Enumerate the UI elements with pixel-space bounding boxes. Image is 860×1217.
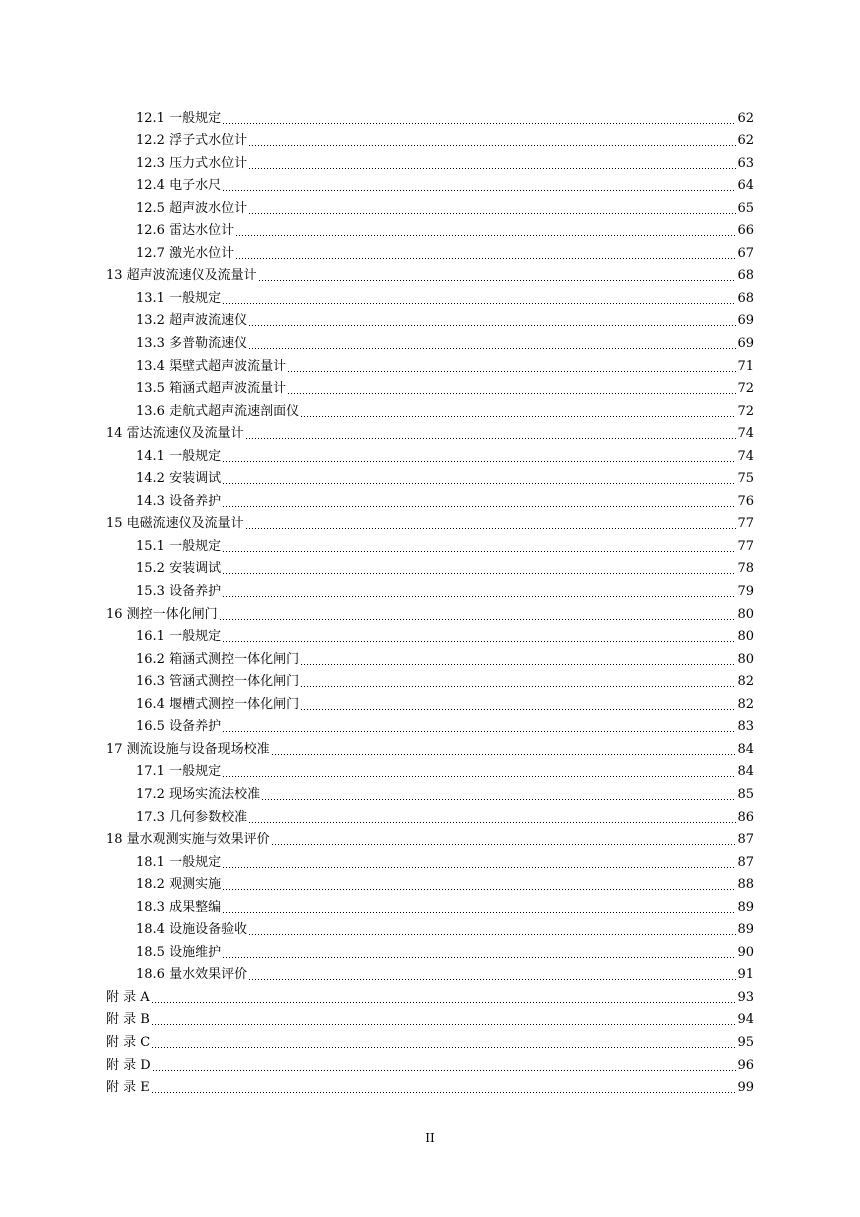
toc-entry-page: 68 bbox=[737, 268, 754, 284]
toc-entry-label: 17 测流设施与设备现场校准 bbox=[106, 741, 270, 757]
toc-entry-label: 17.3 几何参数校准 bbox=[136, 809, 248, 825]
toc-entry-page: 67 bbox=[737, 245, 754, 261]
toc-entry[interactable] bbox=[106, 104, 754, 127]
toc-entry-label: 附 录 E bbox=[106, 1080, 150, 1096]
toc-leader-dots bbox=[300, 664, 736, 665]
toc-entry-label: 12.6 雷达水位计 bbox=[136, 223, 235, 239]
toc-entry[interactable] bbox=[106, 307, 754, 330]
toc-entry-label: 附 录 D bbox=[106, 1057, 151, 1073]
toc-entry[interactable] bbox=[106, 510, 754, 533]
toc-entry[interactable] bbox=[106, 623, 754, 646]
toc-entry-label: 15.3 设备养护 bbox=[136, 584, 222, 600]
toc-entry[interactable] bbox=[106, 1074, 754, 1097]
toc-entry-label: 16.4 堰槽式测控一体化闸门 bbox=[136, 696, 300, 712]
toc-entry-label: 18.5 设施维护 bbox=[136, 944, 222, 960]
toc-leader-dots bbox=[222, 731, 736, 732]
toc-leader-dots bbox=[245, 528, 737, 529]
toc-entry-page: 74 bbox=[737, 448, 754, 464]
toc-leader-dots bbox=[248, 822, 736, 823]
toc-leader-dots bbox=[248, 325, 736, 326]
toc-entry-label: 18 量水观测实施与效果评价 bbox=[106, 832, 270, 848]
toc-entry-label: 附 录 A bbox=[106, 989, 150, 1005]
toc-entry[interactable] bbox=[106, 217, 754, 240]
toc-leader-dots bbox=[151, 1047, 736, 1048]
toc-entry-label: 13.6 走航式超声流速剖面仪 bbox=[136, 403, 300, 419]
toc-entry-label: 13.5 箱涵式超声波流量计 bbox=[136, 381, 287, 397]
toc-entry-page: 89 bbox=[737, 899, 754, 915]
toc-entry-label: 附 录 C bbox=[106, 1034, 151, 1050]
toc-leader-dots bbox=[222, 776, 736, 777]
toc-entry[interactable] bbox=[106, 397, 754, 420]
toc-entry-page: 88 bbox=[737, 877, 754, 893]
toc-entry-page: 87 bbox=[737, 854, 754, 870]
toc-entry-page: 65 bbox=[737, 200, 754, 216]
toc-entry-page: 71 bbox=[737, 358, 754, 374]
toc-leader-dots bbox=[287, 393, 736, 394]
toc-leader-dots bbox=[248, 979, 736, 980]
toc-leader-dots bbox=[300, 709, 736, 710]
toc-entry-label: 12.7 激光水位计 bbox=[136, 245, 235, 261]
toc-entry-label: 12.4 电子水尺 bbox=[136, 178, 222, 194]
toc-leader-dots bbox=[271, 844, 737, 845]
toc-entry-page: 68 bbox=[737, 290, 754, 306]
toc-entry-label: 18.2 观测实施 bbox=[136, 877, 222, 893]
toc-entry[interactable] bbox=[106, 1006, 754, 1029]
toc-entry[interactable] bbox=[106, 803, 754, 826]
toc-entry-label: 12.5 超声波水位计 bbox=[136, 200, 248, 216]
toc-entry-label: 14.3 设备养护 bbox=[136, 493, 222, 509]
toc-entry[interactable] bbox=[106, 284, 754, 307]
toc-entry-label: 16.3 管涵式测控一体化闸门 bbox=[136, 674, 300, 690]
toc-leader-dots bbox=[222, 303, 736, 304]
toc-entry[interactable] bbox=[106, 735, 754, 758]
toc-leader-dots bbox=[300, 416, 736, 417]
toc-entry[interactable] bbox=[106, 690, 754, 713]
toc-entry[interactable] bbox=[106, 961, 754, 984]
toc-entry-page: 80 bbox=[737, 651, 754, 667]
toc-leader-dots bbox=[248, 934, 736, 935]
toc-entry-page: 87 bbox=[737, 832, 754, 848]
toc-leader-dots bbox=[222, 573, 736, 574]
toc-entry[interactable] bbox=[106, 871, 754, 894]
toc-leader-dots bbox=[222, 190, 736, 191]
toc-entry-page: 80 bbox=[737, 606, 754, 622]
toc-entry[interactable] bbox=[106, 172, 754, 195]
toc-leader-dots bbox=[219, 619, 737, 620]
toc-entry[interactable] bbox=[106, 577, 754, 600]
toc-leader-dots bbox=[222, 889, 736, 890]
toc-entry-label: 18.1 一般规定 bbox=[136, 854, 222, 870]
toc-entry-label: 13.1 一般规定 bbox=[136, 290, 222, 306]
toc-entry[interactable] bbox=[106, 713, 754, 736]
toc-leader-dots bbox=[248, 168, 736, 169]
toc-entry[interactable] bbox=[106, 826, 754, 849]
toc-leader-dots bbox=[258, 280, 737, 281]
toc-entry[interactable] bbox=[106, 893, 754, 916]
toc-entry-page: 79 bbox=[737, 584, 754, 600]
toc-leader-dots bbox=[248, 145, 736, 146]
toc-entry[interactable] bbox=[106, 1028, 754, 1051]
toc-entry[interactable] bbox=[106, 758, 754, 781]
toc-leader-dots bbox=[222, 461, 736, 462]
toc-entry-page: 91 bbox=[737, 967, 754, 983]
toc-entry-page: 63 bbox=[737, 155, 754, 171]
toc-leader-dots bbox=[248, 348, 736, 349]
toc-entry[interactable] bbox=[106, 848, 754, 871]
toc-entry-label: 18.4 设施设备验收 bbox=[136, 922, 248, 938]
toc-entry-label: 17.2 现场实流法校准 bbox=[136, 786, 261, 802]
toc-entry-page: 64 bbox=[737, 178, 754, 194]
toc-leader-dots bbox=[287, 371, 736, 372]
toc-entry-page: 75 bbox=[737, 471, 754, 487]
toc-entry-page: 66 bbox=[737, 223, 754, 239]
toc-entry[interactable] bbox=[106, 352, 754, 375]
toc-leader-dots bbox=[222, 483, 736, 484]
toc-entry[interactable] bbox=[106, 780, 754, 803]
toc-entry-page: 76 bbox=[737, 493, 754, 509]
toc-entry-label: 13.2 超声波流速仪 bbox=[136, 313, 248, 329]
toc-entry-page: 80 bbox=[737, 629, 754, 645]
toc-entry-label: 13.3 多普勒流速仪 bbox=[136, 336, 248, 352]
toc-entry-page: 83 bbox=[737, 719, 754, 735]
toc-leader-dots bbox=[261, 799, 736, 800]
toc-leader-dots bbox=[151, 1002, 737, 1003]
toc-leader-dots bbox=[235, 258, 736, 259]
toc-entry-label: 12.1 一般规定 bbox=[136, 110, 222, 126]
toc-entry[interactable] bbox=[106, 149, 754, 172]
toc-leader-dots bbox=[222, 551, 736, 552]
toc-leader-dots bbox=[300, 686, 736, 687]
toc-entry[interactable] bbox=[106, 239, 754, 262]
toc-entry[interactable] bbox=[106, 600, 754, 623]
toc-entry-page: 72 bbox=[737, 381, 754, 397]
toc-entry-label: 16 测控一体化闸门 bbox=[106, 606, 218, 622]
toc-leader-dots bbox=[222, 912, 736, 913]
toc-entry-label: 15.1 一般规定 bbox=[136, 538, 222, 554]
toc-entry-label: 附 录 B bbox=[106, 1012, 150, 1028]
table-of-contents bbox=[106, 104, 754, 1096]
toc-leader-dots bbox=[222, 596, 736, 597]
page-number: II bbox=[425, 1131, 435, 1145]
toc-entry-label: 15.2 安装调试 bbox=[136, 561, 222, 577]
toc-entry[interactable] bbox=[106, 420, 754, 443]
toc-entry-label: 13 超声波流速仪及流量计 bbox=[106, 268, 257, 284]
toc-entry-label: 17.1 一般规定 bbox=[136, 764, 222, 780]
toc-entry[interactable] bbox=[106, 1051, 754, 1074]
toc-entry-page: 72 bbox=[737, 403, 754, 419]
toc-entry-page: 85 bbox=[737, 786, 754, 802]
toc-entry-page: 84 bbox=[737, 741, 754, 757]
toc-leader-dots bbox=[222, 957, 736, 958]
toc-entry-page: 99 bbox=[737, 1080, 754, 1096]
toc-entry-label: 18.6 量水效果评价 bbox=[136, 967, 248, 983]
toc-entry[interactable] bbox=[106, 194, 754, 217]
toc-leader-dots bbox=[235, 235, 736, 236]
toc-entry-page: 89 bbox=[737, 922, 754, 938]
toc-entry-label: 14.1 一般规定 bbox=[136, 448, 222, 464]
toc-entry-page: 69 bbox=[737, 313, 754, 329]
toc-entry-label: 12.2 浮子式水位计 bbox=[136, 133, 248, 149]
toc-entry-label: 16.1 一般规定 bbox=[136, 629, 222, 645]
toc-entry-label: 18.3 成果整编 bbox=[136, 899, 222, 915]
toc-entry[interactable] bbox=[106, 938, 754, 961]
toc-leader-dots bbox=[151, 1024, 737, 1025]
toc-entry-page: 62 bbox=[737, 110, 754, 126]
toc-entry-label: 16.5 设备养护 bbox=[136, 719, 222, 735]
toc-entry[interactable] bbox=[106, 668, 754, 691]
toc-entry[interactable] bbox=[106, 127, 754, 150]
toc-entry-page: 77 bbox=[737, 516, 754, 532]
toc-entry-page: 86 bbox=[737, 809, 754, 825]
toc-entry-label: 14.2 安装调试 bbox=[136, 471, 222, 487]
toc-entry-page: 94 bbox=[737, 1012, 754, 1028]
toc-entry[interactable] bbox=[106, 442, 754, 465]
toc-leader-dots bbox=[222, 506, 736, 507]
toc-entry[interactable] bbox=[106, 532, 754, 555]
toc-entry-page: 77 bbox=[737, 538, 754, 554]
toc-leader-dots bbox=[222, 867, 736, 868]
toc-leader-dots bbox=[222, 123, 736, 124]
toc-leader-dots bbox=[151, 1092, 737, 1093]
toc-leader-dots bbox=[248, 213, 736, 214]
toc-entry-page: 78 bbox=[737, 561, 754, 577]
toc-entry-page: 62 bbox=[737, 133, 754, 149]
toc-entry-label: 13.4 渠壁式超声波流量计 bbox=[136, 358, 287, 374]
toc-entry-page: 82 bbox=[737, 696, 754, 712]
toc-leader-dots bbox=[222, 641, 736, 642]
toc-entry-page: 90 bbox=[737, 944, 754, 960]
toc-entry-label: 16.2 箱涵式测控一体化闸门 bbox=[136, 651, 300, 667]
toc-entry-label: 14 雷达流速仪及流量计 bbox=[106, 426, 244, 442]
toc-entry-page: 95 bbox=[737, 1034, 754, 1050]
toc-entry[interactable] bbox=[106, 262, 754, 285]
toc-entry-page: 93 bbox=[737, 989, 754, 1005]
toc-entry[interactable] bbox=[106, 645, 754, 668]
toc-entry[interactable] bbox=[106, 375, 754, 398]
toc-entry[interactable] bbox=[106, 983, 754, 1006]
toc-entry[interactable] bbox=[106, 555, 754, 578]
toc-leader-dots bbox=[271, 754, 737, 755]
toc-entry-label: 12.3 压力式水位计 bbox=[136, 155, 248, 171]
toc-entry-page: 82 bbox=[737, 674, 754, 690]
toc-leader-dots bbox=[245, 438, 737, 439]
toc-entry[interactable] bbox=[106, 487, 754, 510]
toc-leader-dots bbox=[152, 1070, 737, 1071]
toc-entry-label: 15 电磁流速仪及流量计 bbox=[106, 516, 244, 532]
toc-entry-page: 69 bbox=[737, 336, 754, 352]
toc-entry-page: 96 bbox=[737, 1057, 754, 1073]
toc-entry[interactable] bbox=[106, 329, 754, 352]
toc-entry-page: 84 bbox=[737, 764, 754, 780]
toc-entry[interactable] bbox=[106, 465, 754, 488]
toc-entry[interactable] bbox=[106, 916, 754, 939]
toc-entry-page: 74 bbox=[737, 426, 754, 442]
